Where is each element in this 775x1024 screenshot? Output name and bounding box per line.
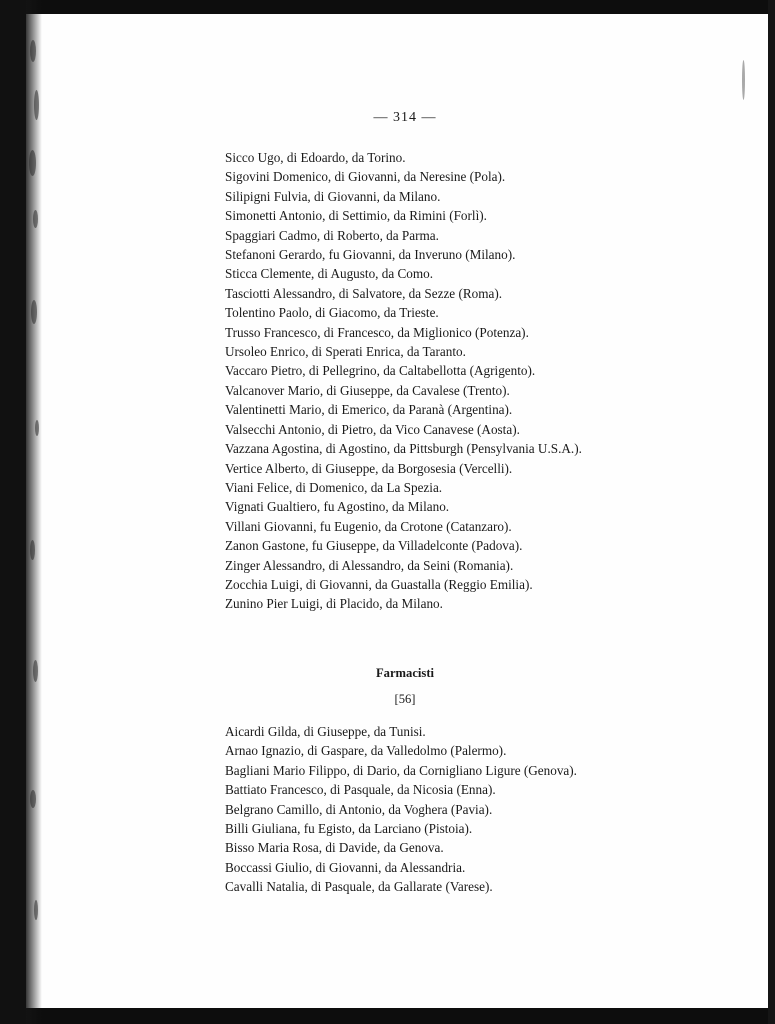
paper-surface [42,14,768,1008]
scan-speckle [34,90,39,120]
scan-speckle [30,540,35,560]
list-item: Billi Giuliana, fu Egisto, da Larciano (Pistoia). [225,821,473,837]
list-item: Bagliani Mario Filippo, di Dario, da Cornigliano Ligure (Genova). [225,762,577,778]
scan-speckle [29,150,36,176]
scan-edge-right [768,0,775,1024]
section-heading-farmacisti: Farmacisti [375,666,435,680]
list-item: Stefanoni Gerardo, fu Giovanni, da Inveruno (Milano). [225,247,516,263]
section-count-farmacisti: [56] [394,692,416,706]
list-item: Trusso Francesco, di Francesco, da Miglionico (Potenza). [225,324,529,340]
list-item: Spaggiari Cadmo, di Roberto, da Parma. [225,227,439,243]
list-item: Arnao Ignazio, di Gaspare, da Valledolmo (Palermo). [225,743,507,759]
list-item: Ursoleo Enrico, di Sperati Enrica, da Taranto. [225,344,466,360]
list-item: Cavalli Natalia, di Pasquale, da Gallarate (Varese). [225,879,493,895]
list-item: Zocchia Luigi, di Giovanni, da Guastalla (Reggio Emilia). [225,576,533,592]
list-item: Belgrano Camillo, di Antonio, da Voghera (Pavia). [225,801,493,817]
list-item: Zunino Pier Luigi, di Placido, da Milano. [225,596,443,612]
list-item: Viani Felice, di Domenico, da La Spezia. [225,479,443,495]
list-item: Zinger Alessandro, di Alessandro, da Seini (Romania). [225,557,514,573]
list-item: Aicardi Gilda, di Giuseppe, da Tunisi. [225,724,426,739]
list-item: Sicco Ugo, di Edoardo, da Torino. [225,150,406,165]
list-item: Valcanover Mario, di Giuseppe, da Cavalese (Trento). [225,382,510,398]
page-number: — 314 — [373,110,437,125]
list-item: Tasciotti Alessandro, di Salvatore, da Sezze (Roma). [225,285,503,301]
scan-speckle [35,420,39,436]
scan-speckle [30,790,36,808]
list-item: Battiato Francesco, di Pasquale, da Nicosia (Enna). [225,782,496,798]
list-item: Valentinetti Mario, di Emerico, da Paranà (Argentina). [225,402,513,418]
list-item: Valsecchi Antonio, di Pietro, da Vico Canavese (Aosta). [225,421,520,437]
scan-edge-bottom [0,1008,775,1024]
list-item: Silipigni Fulvia, di Giovanni, da Milano. [225,188,441,204]
list-item: Vignati Gualtiero, fu Agostino, da Milano. [225,499,450,515]
list-item: Zanon Gastone, fu Giuseppe, da Villadelconte (Padova). [225,538,523,554]
list-item: Vertice Alberto, di Giuseppe, da Borgosesia (Vercelli). [225,460,513,476]
scan-edge-left [0,0,26,1024]
scan-speckle [34,900,38,920]
list-item: Boccassi Giulio, di Giovanni, da Alessandria. [225,859,466,875]
list-item: Tolentino Paolo, di Giacomo, da Trieste. [225,305,439,321]
list-item: Sticca Clemente, di Augusto, da Como. [225,266,434,282]
scan-speckle [33,210,38,228]
list-item: Sigovini Domenico, di Giovanni, da Neresine (Pola). [225,169,506,185]
scan-speckle [742,60,745,100]
entry-list-farmacisti [225,722,745,897]
list-item: Simonetti Antonio, di Settimio, da Rimini (Forlì). [225,208,487,224]
entry-list-continued [225,148,745,614]
scan-speckle [30,40,36,62]
list-item: Vazzana Agostina, di Agostino, da Pittsburgh (Pensylvania U.S.A.). [225,441,582,457]
list-item: Villani Giovanni, fu Eugenio, da Crotone (Catanzaro). [225,518,512,534]
list-item: Vaccaro Pietro, di Pellegrino, da Caltabellotta (Agrigento). [225,363,536,379]
scan-speckle [31,300,37,324]
scan-edge-top [0,0,775,14]
list-item: Bisso Maria Rosa, di Davide, da Genova. [225,840,444,856]
scan-speckle [33,660,38,682]
